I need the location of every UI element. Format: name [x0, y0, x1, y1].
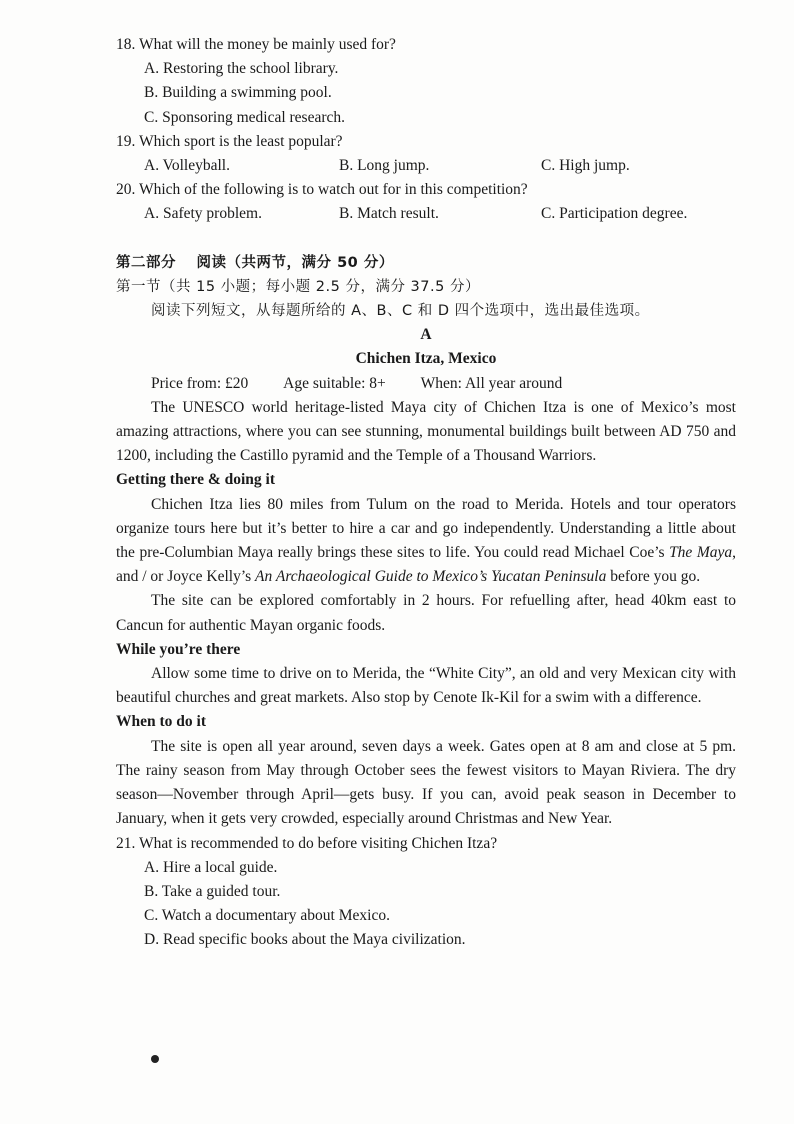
question-19-options: [116, 154, 736, 178]
ink-dot-mark: [151, 1055, 159, 1063]
passage-letter: A: [420, 326, 432, 344]
age-info: Age suitable: 8+: [283, 374, 386, 392]
question-19-option-c: C. High jump.: [541, 157, 630, 175]
price-info: Price from: £20: [151, 374, 249, 392]
section-gap: [116, 227, 736, 251]
subsection-one-title: 第一节（共 15 小题；每小题 2.5 分，满分 37.5 分）: [116, 278, 480, 295]
question-18-option-c: C. Sponsoring medical research.: [144, 108, 346, 126]
reading-instruction: 阅读下列短文，从每题所给的 A、B、C 和 D 四个选项中，选出最佳选项。: [151, 303, 650, 320]
p1-text-before: Chichen Itza lies 80 miles from Tulum on the road to Merida. Hotels and tour operators organize tours here but it’s better to hire a car and go independently. Understanding a little about the pre-Columbian Maya really brings these sites to life. You could read Michael Coe’s: [116, 495, 736, 562]
question-19-option-a: A. Volleyball.: [144, 157, 230, 175]
passage-intro: The UNESCO world heritage-listed Maya city of Chichen Itza is one of Mexico’s most amazing attractions, where you can see stunning, monumental buildings built between AD 750 and 1200, including the Castillo pyramid and the Temple of a Thousand Warriors.: [116, 398, 736, 465]
passage-paragraph-2: The site can be explored comfortably in 2 hours. For refuelling after, head 40km east to Cancun for authentic Mayan organic foods.: [116, 592, 736, 634]
question-20-option-c: C. Participation degree.: [541, 205, 688, 223]
question-21-option-b: B. Take a guided tour.: [144, 882, 281, 900]
question-21-stem: 21. What is recommended to do before visiting Chichen Itza?: [116, 834, 498, 852]
question-20-option-b: B. Match result.: [339, 205, 439, 223]
question-20-option-a: A. Safety problem.: [144, 205, 262, 223]
part-two-title: 第二部分 阅读（共两节，满分 50 分）: [116, 254, 394, 271]
passage-paragraph-1: [116, 493, 736, 590]
question-21-option-a: A. Hire a local guide.: [144, 858, 278, 876]
question-18-stem: 18. What will the money be mainly used for?: [116, 36, 396, 53]
heading-getting-there: Getting there & doing it: [116, 471, 276, 489]
question-19-option-b: B. Long jump.: [339, 157, 430, 175]
question-18-option-a: A. Restoring the school library.: [144, 60, 339, 78]
question-19-stem: 19. Which sport is the least popular?: [116, 132, 343, 150]
page-content: [116, 33, 736, 953]
passage-title: Chichen Itza, Mexico: [355, 350, 497, 368]
book-archaeological-guide: An Archaeological Guide to Mexico’s Yucatan Peninsula: [255, 568, 607, 586]
question-21-option-d: D. Read specific books about the Maya civilization.: [144, 931, 466, 949]
question-20-stem: 20. Which of the following is to watch out for in this competition?: [116, 181, 528, 199]
passage-paragraph-3: Allow some time to drive on to Merida, the “White City”, an old and very Mexican city with beautiful churches and great markets. Also stop by Cenote Ik-Kil for a swim with a difference.: [116, 665, 736, 707]
passage-info-row: [116, 372, 736, 396]
passage-paragraph-4: The site is open all year around, seven days a week. Gates open at 8 am and close at 5 pm. The rainy season from May through October sees the fewest visitors to Mayan Riviera. The dry season—November through April—gets busy. If you can, avoid peak season in December to January, when it gets very crowded, especially around Christmas and New Year.: [116, 737, 736, 828]
p1-text-after: before you go.: [606, 568, 701, 586]
question-20-options: [116, 202, 736, 226]
question-18-option-b: B. Building a swimming pool.: [144, 84, 332, 102]
when-info: When: All year around: [420, 374, 563, 392]
heading-while-there: While you’re there: [116, 640, 241, 658]
heading-when-to-do: When to do it: [116, 713, 206, 731]
question-21-option-c: C. Watch a documentary about Mexico.: [144, 907, 390, 925]
p1-text-mid: , and / or Joyce Kelly’s: [116, 544, 736, 586]
book-the-maya: The Maya: [669, 544, 733, 562]
